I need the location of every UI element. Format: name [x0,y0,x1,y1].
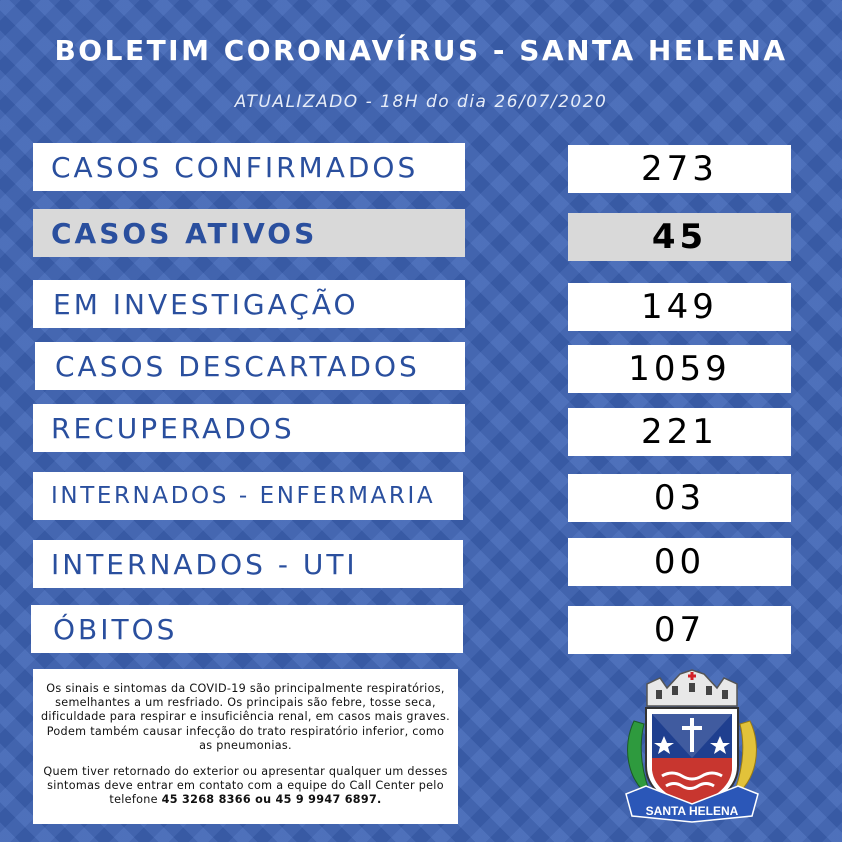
stat-value-active: 45 [568,213,791,261]
info-panel [33,669,458,824]
stat-label-box [33,280,465,328]
crown-icon [647,670,737,706]
update-subtitle: ATUALIZADO - 18H do dia 26/07/2020 [234,92,608,112]
stat-label-box [33,209,465,257]
stat-label-box [33,404,465,452]
info-contact-sentence: Quem tiver retornado do exterior ou apresentar qualquer um desses sintomas deve entrar em contato com a equipe do Call Center pelo telefone [43,765,448,807]
info-phone-numbers: 45 3268 8366 ou 45 9 9947 6897. [161,793,382,807]
stat-label-investigation: EM INVESTIGAÇÃO [53,287,359,321]
stat-label-confirmed: CASOS CONFIRMADOS [51,150,419,184]
stat-label-active: CASOS ATIVOS [51,216,318,250]
seal-name: SANTA HELENA [645,804,739,818]
stat-value-discarded: 1059 [568,345,791,393]
info-contact-text [41,765,450,808]
stat-label-deaths: ÓBITOS [53,612,178,646]
stat-value-recovered: 221 [568,408,791,456]
stat-label-recovered: RECUPERADOS [51,411,295,445]
stat-value-confirmed: 273 [568,145,791,193]
stat-label-icu: INTERNADOS - UTI [51,547,358,581]
info-symptoms-text: Os sinais e sintomas da COVID-19 são principalmente respiratórios, semelhantes a um resfriado. Os principais são febre, tosse seca, dificuldade para respirar e insuficiência renal, em casos mais graves. Podem também causar infecção do trato respiratório inferior, como as pneumonias. [41,682,450,752]
stat-value-icu: 00 [568,538,791,586]
stat-label-box [31,605,463,653]
stat-label-box [33,472,463,520]
stat-value-deaths: 07 [568,606,791,654]
stat-label-box [35,342,465,390]
stat-label-ward: INTERNADOS - ENFERMARIA [51,483,436,509]
stat-value-ward: 03 [568,474,791,522]
page-title: BOLETIM CORONAVÍRUS - SANTA HELENA [54,34,788,67]
stat-label-box [33,540,463,588]
coat-of-arms-icon [622,666,762,826]
stat-value-investigation: 149 [568,283,791,331]
stat-label-discarded: CASOS DESCARTADOS [55,349,420,383]
stat-label-box [33,143,465,191]
